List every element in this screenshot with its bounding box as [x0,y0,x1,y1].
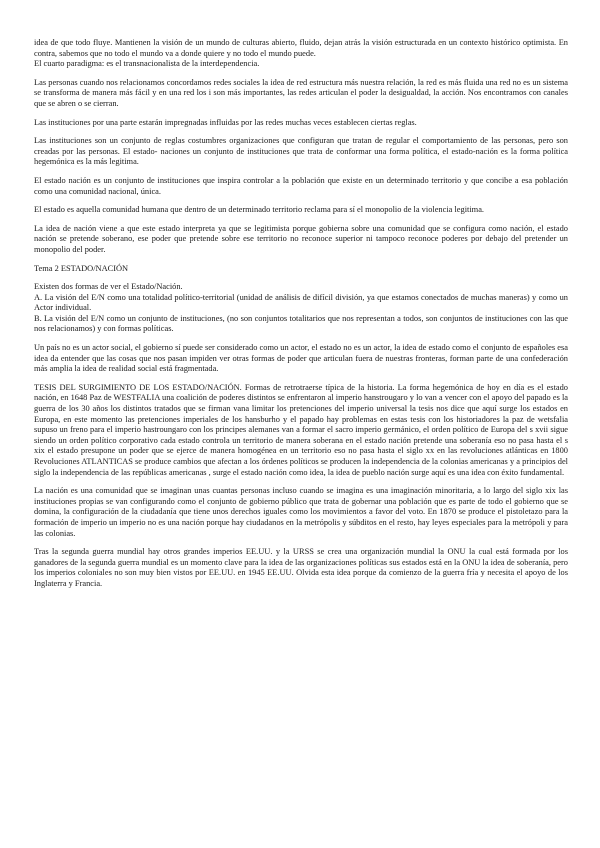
paragraph-thesis-emergence: TESIS DEL SURGIMIENTO DE LOS ESTADO/NACIÓN. Formas de retrotraerse típica de la historia. La forma hegemónica de hoy en día es el estado nación, en 1648 Paz de WESTFALIA una coalición de poderes distintos se enfrentaron al imperio hanstrougaro y lo van a vencer con el apoyo del papado es la guerra de los 30 años los distintos tratados que se firman vana limitar los pretenciones del imperio universal la tesis nos dice que aquí surge los estados en Europa, en este momento las pretenciones imperiales de los hansburho y el papado hay problemas en estas tesis con los historiadores la paz de wetsfalia supuso un freno para el imperio hastroungaro con los principes alemanes van a formar el sacro imperio germánico, el orden político de Europa del s xvii sigue siendo un orden político corporativo cada estado controla un territorio de manera soberana en el estado nación pretende una soberanía eso no pasa hasta el s xix el estado presupone un poder que se ejerce de manera homogénea en un territorio eso no pasa hasta el siglo xx en las revoluciones atlánticas en 1800 Revoluciones ATLANTICAS se produce cambios que afectan a los órdenes políticos se producen la independencia de la colonias americanas y a principios del siglo la independencia de las repúblicas americanas , surge el estado nación como idea, la idea de pueblo nación surge aquí es una idea con éxito fundamental. [34,382,568,477]
paragraph-two-views-intro: Existen dos formas de ver el Estado/Nación. [34,282,183,292]
paragraph-nation-idea: La idea de nación viene a que este estado interpreta ya que se legitimista porque gobierna sobre una comunidad que se configura como nación, el estado nación se pretende soberano, ese poder que pretende sobre ese territorio no reconoce superior ni tampoco reconoce poderes por debajo del pretender un monopolio del poder. [34,223,568,254]
paragraph-nation-community: La nación es una comunidad que se imaginan unas cuantas personas incluso cuando se imagina es una imaginación minoritaria, a lo largo del siglo xix las instituciones propias se van configurando como el conjunto de gobierno público que trata de gobernar una población que es parte de todo el gobierno que se domina, la configuración de la ciudadanía que tiene unos derechos iguales como los movimientos a favor del voto. En 1870 se produce el pistoletazo para la formación de imperio un imperio no es una nación porque hay ciudadanos en la metrópolis y súbditos en el resto, hay leyes especiales para la metrópoli y para las colonias. [34,486,568,538]
paragraph-post-war: Tras la segunda guerra mundial hay otros grandes imperios EE.UU. y la URSS se crea una organización mundial la ONU la cual está formada por los ganadores de la segunda guerra mundial es un momento clave para la idea de las organizaciones políticas sus estados está en la ONU la idea de soberanía, pero los imperios coloniales no son muy bien vistos por EE.UU. en 1945 EE.UU. Olvida esta idea porque da comienzo de la guerra fría y necesita el apoyo de los Inglaterra y Francia. [34,547,568,588]
paragraph-state-violence: El estado es aquella comunidad humana que dentro de un determinado territorio reclama para sí el monopolio de la violencia legitima. [34,205,485,215]
paragraph-fluidity: idea de que todo fluye. Mantienen la visión de un mundo de culturas abierto, fluido, dejan atrás la visión estructurada en un contexto histórico optimista. En contra, sabemos que no todo el mundo va a donde quiere y no todo el mundo puede. [34,38,568,58]
paragraph-institutions-definition: Las instituciones son un conjunto de reglas costumbres organizaciones que configuran que tratan de regular el comportamiento de las personas, pero son creadas por las personas. El estado- naciones un conjunto de instituciones que trata de conformar una forma política, el estado-nación es la forma política hegemónica es la más legitima. [34,136,568,167]
paragraph-country-actor: Un país no es un actor social, el gobierno sí puede ser considerado como un actor, el estado no es un actor, la idea de estado como el conjunto de españoles esa idea da entender que las cosas que nos pasan impiden ver otras formas de poder que articulan fuera de nuestras fronteras, forman parte de una confederación más amplia la idea de realidad social está fragmentada. [34,343,568,374]
paragraph-nation-state-definition: El estado nación es un conjunto de instituciones que inspira controlar a la población que existe en un determinado territorio y que concibe a esa población como una comunidad nacional, única. [34,175,568,196]
paragraph-institutions-networks: Las instituciones por una parte estarán impregnadas influidas por las redes muchas veces establecen ciertas reglas. [34,117,417,127]
paragraph-social-networks: Las personas cuando nos relacionamos concordamos redes sociales la idea de red estructura más nuestra relación, la red es más fluida una red no es un sistema se transforma de manera más fácil y en una red los i son más importantes, las redes articulan el poder la desigualdad, la acción. Nos encontramos con canales que se abren o se cierran. [34,77,568,108]
paragraph-fourth-paradigm: El cuarto paradigma: es el transnacionalista de la interdependencia. [34,59,260,69]
paragraph-view-b: B. La visión del E/N como un conjunto de instituciones, (no son conjuntos totalitarios que nos representan a todos, son conjuntos de instituciones con las que nos relacionamos) y con formas políticas. [34,313,568,334]
paragraph-view-a: A. La visión del E/N como una totalidad político-territorial (unidad de análisis de difícil división, ya que estamos conectados de muchas maneras) y como un Actor individual. [34,292,568,313]
section-heading-tema-2: Tema 2 ESTADO/NACIÓN [34,263,129,273]
document-page [34,38,568,838]
